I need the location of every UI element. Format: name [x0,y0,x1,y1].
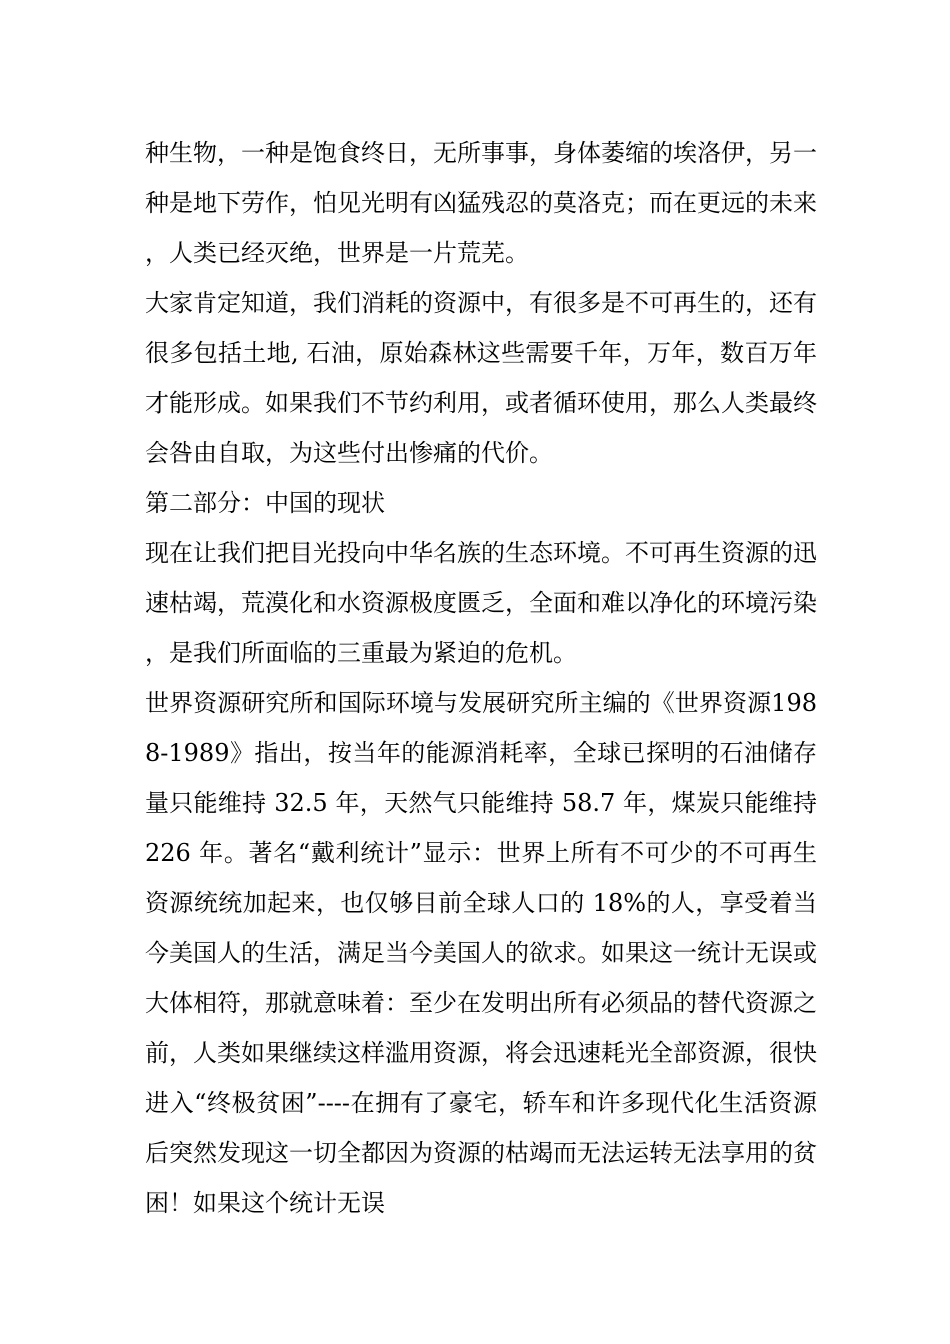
section-heading-china-status: 第二部分：中国的现状 [145,489,385,517]
document-page [145,128,817,1228]
paragraph-world-resources-report: 世界资源研究所和国际环境与发展研究所主编的《世界资源1988-1989》指出，按当年的能源消耗率，全球已探明的石油储存量只能维持 32.5 年，天然气只能维持 58.7 年，煤炭只能维持 226 年。著名“戴利统计”显示：世界上所有不可少的不可再生资源统统加起来，也仅够目前全球人口的 18%的人，享受着当今美国人的生活，满足当今美国人的欲求。如果这一统计无误或大体相符，那就意味着：至少在发明出所有必须品的替代资源之前，人类如果继续这样滥用资源，将会迅速耗光全部资源，很快进入“终极贫困”----在拥有了豪宅，轿车和许多现代化生活资源后突然发现这一切全都因为资源的枯竭而无法运转无法享用的贫困！如果这个统计无误 [145,689,817,1217]
paragraph-ecological-crisis: 现在让我们把目光投向中华名族的生态环境。不可再生资源的迅速枯竭，荒漠化和水资源极度匮乏，全面和难以净化的环境污染，是我们所面临的三重最为紧迫的危机。 [145,539,817,667]
paragraph-nonrenewable-resources: 大家肯定知道，我们消耗的资源中，有很多是不可再生的，还有很多包括土地, 石油，原始森林这些需要千年，万年，数百万年才能形成。如果我们不节约利用，或者循环使用，那么人类最终会咎由自取，为这些付出惨痛的代价。 [145,289,817,467]
paragraph-eloi-morlock: 种生物，一种是饱食终日，无所事事，身体萎缩的埃洛伊，另一种是地下劳作，怕见光明有凶猛残忍的莫洛克；而在更远的未来，人类已经灭绝，世界是一片荒芜。 [145,139,817,267]
